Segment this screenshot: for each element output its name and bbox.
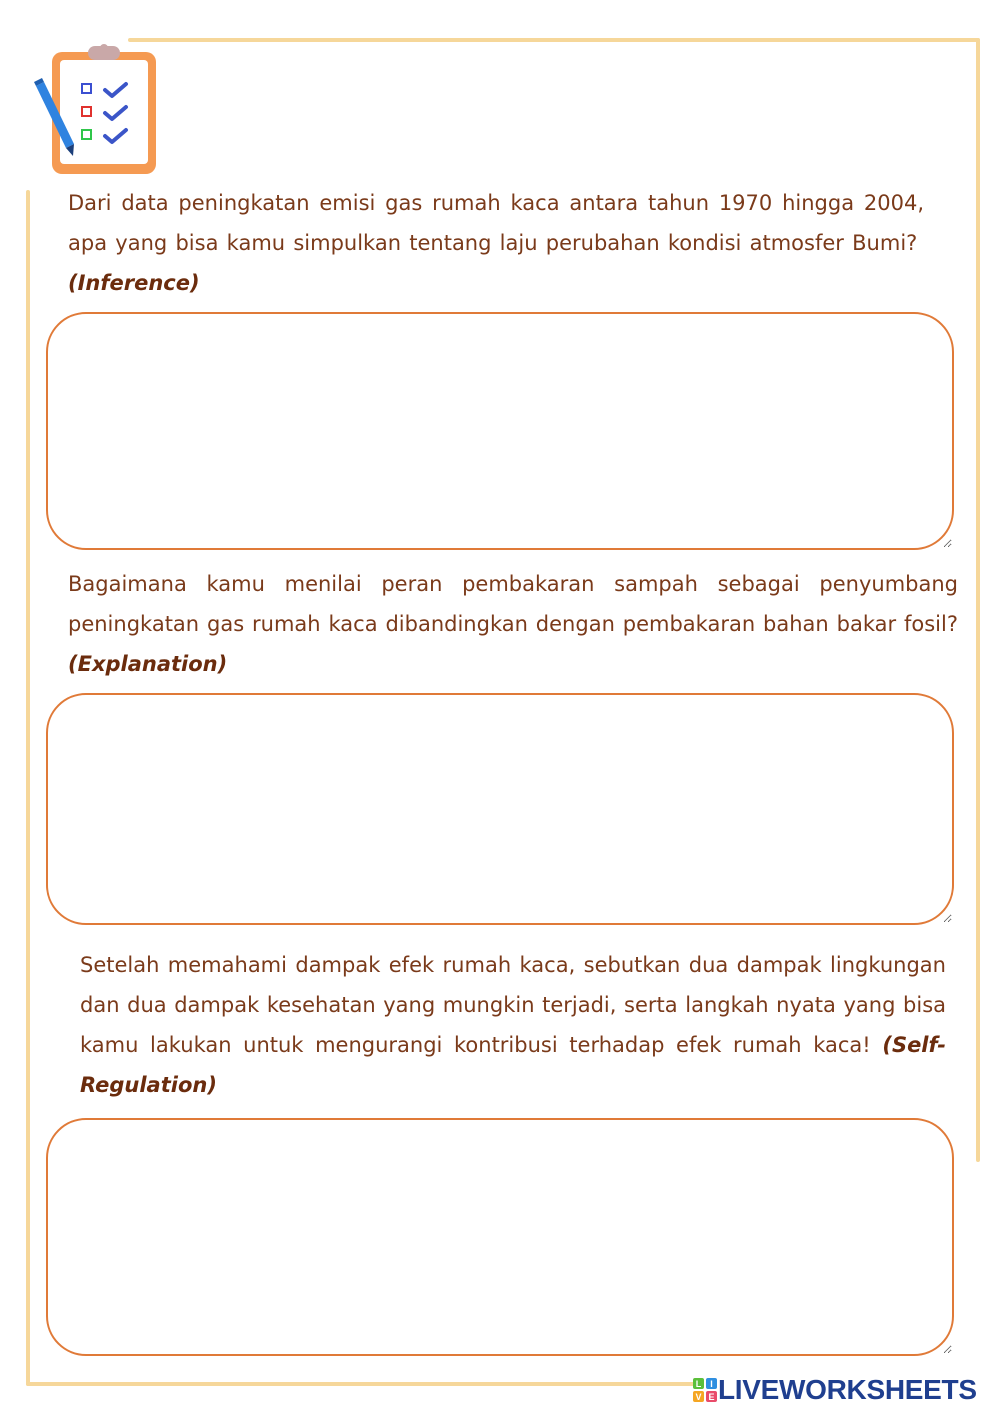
question-1-text: Dari data peningkatan emisi gas rumah kaca antara tahun 1970 hingga 2004, apa yang bisa kamu simpulkan tentang laju perubahan kondisi atmosfer Bumi?	[68, 191, 924, 255]
question-1-tag: (Inference)	[68, 271, 200, 295]
frame-right-border	[976, 38, 980, 1162]
question-2	[68, 564, 958, 684]
question-1	[68, 183, 924, 303]
frame-left-border	[26, 190, 30, 1386]
question-2-text: Bagaimana kamu menilai peran pembakaran sampah sebagai penyumbang peningkatan gas rumah kaca dibandingkan dengan pembakaran bahan bakar fosil?	[68, 572, 958, 636]
question-3	[80, 945, 946, 1105]
question-3-tag: (Self-Regulation)	[80, 1033, 946, 1097]
answer-box-1[interactable]	[46, 312, 954, 550]
answer-box-2[interactable]	[46, 693, 954, 925]
frame-bottom-border	[26, 1382, 698, 1386]
liveworksheets-logo-icon	[692, 1377, 718, 1403]
logo-letter-i: I	[710, 1379, 713, 1389]
answer-box-3[interactable]	[46, 1118, 954, 1356]
question-2-tag: (Explanation)	[68, 652, 228, 676]
question-3-text: Setelah memahami dampak efek rumah kaca, sebutkan dua dampak lingkungan dan dua dampak kesehatan yang mungkin terjadi, serta langkah nyata yang bisa kamu lakukan untuk mengurangi kontribusi terhadap efek rumah kaca!	[80, 953, 946, 1057]
logo-letter-e: E	[708, 1392, 715, 1402]
logo-letter-v: V	[695, 1392, 702, 1402]
frame-top-border	[128, 38, 980, 42]
brand-text: LIVEWORKSHEETS	[718, 1374, 977, 1405]
liveworksheets-brand[interactable]	[692, 1374, 977, 1406]
clipboard-checklist-icon	[30, 40, 160, 184]
logo-letter-l: L	[695, 1379, 702, 1389]
